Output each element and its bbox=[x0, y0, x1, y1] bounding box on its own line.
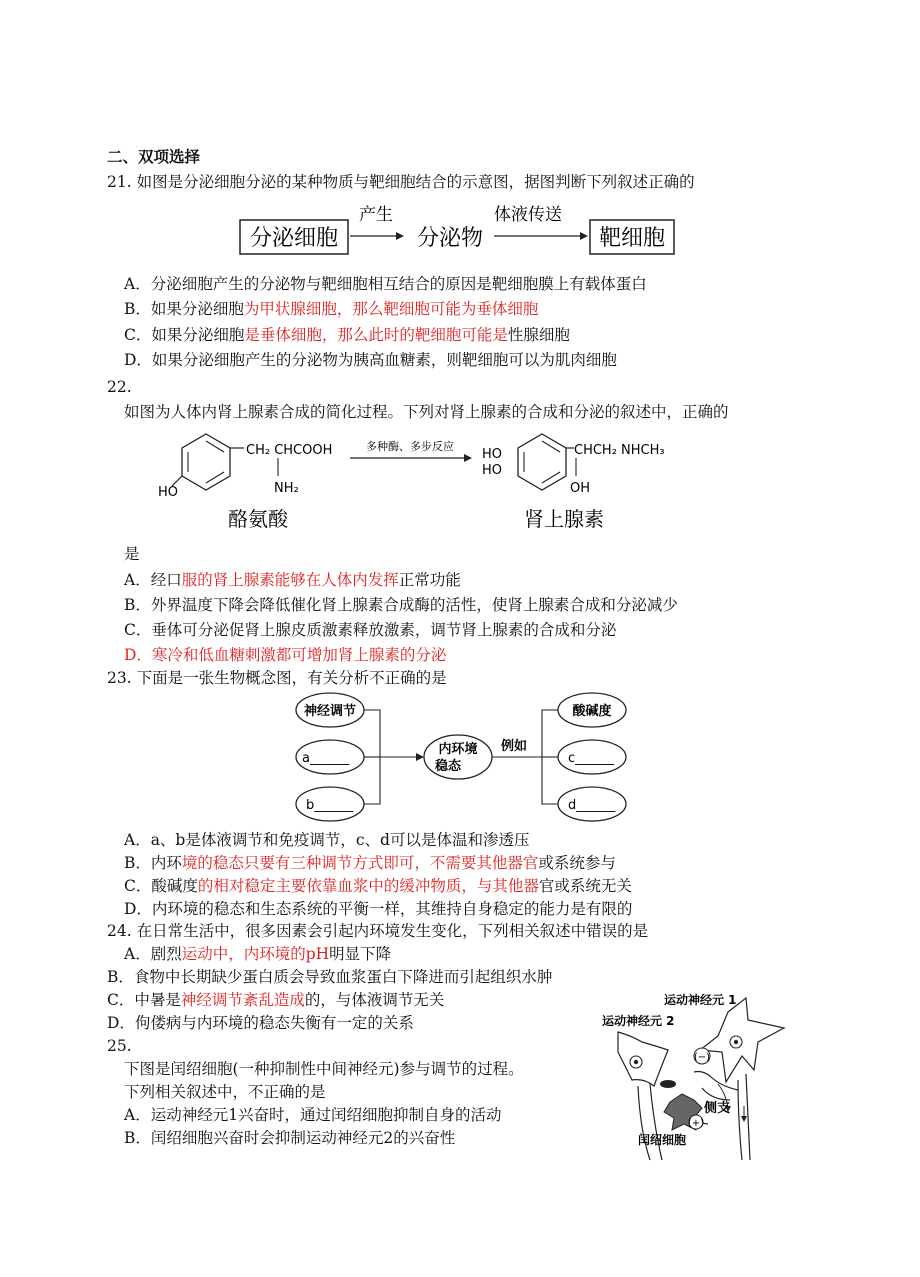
q22-option-a: A．经口服的肾上腺素能够在人体内发挥正常功能 bbox=[124, 571, 461, 589]
q22-stem: 如图为人体内肾上腺素合成的简化过程。下列对肾上腺素的合成和分泌的叙述中，正确的 bbox=[124, 403, 729, 421]
epi-chain: CHCH₂ NHCH₃ bbox=[574, 443, 665, 458]
svg-text:酸碱度: 酸碱度 bbox=[572, 704, 612, 719]
label-renshaw-cell: 闰绍细胞 bbox=[638, 1133, 687, 1147]
svg-text:例如: 例如 bbox=[500, 739, 528, 754]
q21-option-b: B．如果分泌细胞为甲状腺细胞，那么靶细胞可能为垂体细胞 bbox=[124, 300, 539, 318]
q21-flow-diagram bbox=[238, 202, 684, 258]
q21-option-a: A．分泌细胞产生的分泌物与靶细胞相互结合的原因是靶细胞膜上有载体蛋白 bbox=[124, 275, 647, 293]
svg-text:稳态: 稳态 bbox=[434, 759, 462, 774]
tyrosine-chain: CH₂ CHCOOH bbox=[246, 443, 333, 458]
tyrosine-ho: HO bbox=[158, 485, 179, 500]
q24-option-c: C．中暑是神经调节紊乱造成的，与体液调节无关 bbox=[107, 991, 445, 1009]
q24-option-b: B．食物中长期缺少蛋白质会导致血浆蛋白下降进而引起组织水肿 bbox=[107, 968, 553, 986]
q23-option-d: D．内环境的稳态和生态系统的平衡一样，其维持自身稳定的能力是有限的 bbox=[124, 900, 633, 918]
q21-box1-label: 分泌细胞 bbox=[249, 226, 339, 251]
label-minus: (−) bbox=[693, 1052, 711, 1063]
q21-option-c: C．如果分泌细胞是垂体细胞，那么此时的靶细胞可能是性腺细胞 bbox=[124, 326, 570, 344]
label-collateral: 侧支 bbox=[704, 1101, 731, 1116]
q21-arrow1-label: 产生 bbox=[359, 205, 393, 225]
q25-number: 25. bbox=[107, 1037, 132, 1055]
q23-concept-map bbox=[288, 690, 632, 830]
tyrosine-benzene-ring bbox=[182, 434, 230, 490]
q25-option-b: B．闰绍细胞兴奋时会抑制运动神经元2的兴奋性 bbox=[124, 1129, 456, 1147]
q25-stem-1: 下图是闰绍细胞(一种抑制性中间神经元)参与调节的过程。 bbox=[124, 1060, 524, 1078]
q22-arrow-label: 多种酶、多步反应 bbox=[366, 440, 454, 453]
svg-text:神经调节: 神经调节 bbox=[303, 704, 357, 719]
svg-text:内环境: 内环境 bbox=[438, 742, 478, 757]
q21-option-d: D．如果分泌细胞产生的分泌物为胰高血糖素，则靶细胞可以为肌肉细胞 bbox=[124, 351, 617, 369]
label-neuron-1: 运动神经元 1 bbox=[664, 993, 737, 1007]
q25-renshaw-diagram bbox=[598, 990, 794, 1162]
epi-ho-1: HO bbox=[482, 447, 503, 462]
q21-arrow2-label: 体液传送 bbox=[494, 205, 562, 225]
q23-option-b: B．内环境的稳态只要有三种调节方式即可，不需要其他器官或系统参与 bbox=[124, 854, 616, 872]
q23-stem: 23. 下面是一张生物概念图，有关分析不正确的是 bbox=[107, 669, 447, 687]
label-plus: (+) bbox=[687, 1118, 705, 1129]
q22-option-c: C．垂体可分泌促肾上腺皮质激素释放激素，调节肾上腺素的合成和分泌 bbox=[124, 621, 617, 639]
q25-option-a: A．运动神经元1兴奋时，通过闰绍细胞抑制自身的活动 bbox=[124, 1106, 502, 1124]
neuron-2-body bbox=[618, 1032, 668, 1086]
q21-box2-label: 靶细胞 bbox=[598, 226, 666, 251]
q22-option-d: D．寒冷和低血糖刺激都可增加肾上腺素的分泌 bbox=[124, 646, 447, 664]
svg-text:a______: a______ bbox=[302, 751, 349, 766]
svg-text:c______: c______ bbox=[568, 751, 615, 766]
q24-stem: 24. 在日常生活中，很多因素会引起内环境发生变化，下列相关叙述中错误的是 bbox=[107, 922, 649, 940]
q22-number: 22. bbox=[107, 378, 132, 396]
epi-benzene-ring bbox=[518, 434, 566, 490]
svg-text:b______: b______ bbox=[306, 798, 354, 813]
label-neuron-2: 运动神经元 2 bbox=[602, 1014, 675, 1028]
q21-stem: 21. 如图是分泌细胞分泌的某种物质与靶细胞结合的示意图，据图判断下列叙述正确的 bbox=[107, 173, 695, 191]
tyrosine-nh2: NH₂ bbox=[274, 481, 299, 496]
q23-option-a: A．a、b是体液调节和免疫调节，c、d可以是体温和渗透压 bbox=[124, 831, 530, 849]
svg-text:d______: d______ bbox=[568, 798, 616, 813]
epi-ho-2: HO bbox=[482, 463, 503, 478]
q22-stem-end: 是 bbox=[124, 545, 140, 563]
epinephrine-name: 肾上腺素 bbox=[524, 507, 604, 531]
tyrosine-name: 酪氨酸 bbox=[228, 507, 288, 531]
q25-stem-2: 下列相关叙述中，不正确的是 bbox=[124, 1083, 326, 1101]
q22-option-b: B．外界温度下降会降低催化肾上腺素合成酶的活性，使肾上腺素合成和分泌减少 bbox=[124, 596, 678, 614]
q21-secretion-label: 分泌物 bbox=[416, 226, 484, 251]
q23-option-c: C．酸碱度的相对稳定主要依靠血浆中的缓冲物质，与其他器官或系统无关 bbox=[124, 877, 632, 895]
epi-oh: OH bbox=[570, 481, 591, 496]
q24-option-d: D．佝偻病与内环境的稳态失衡有一定的关系 bbox=[107, 1014, 414, 1032]
q24-option-a: A．剧烈运动中，内环境的pH明显下降 bbox=[124, 945, 392, 963]
q22-synthesis-diagram bbox=[150, 428, 690, 538]
section-title: 二、双项选择 bbox=[107, 148, 201, 166]
